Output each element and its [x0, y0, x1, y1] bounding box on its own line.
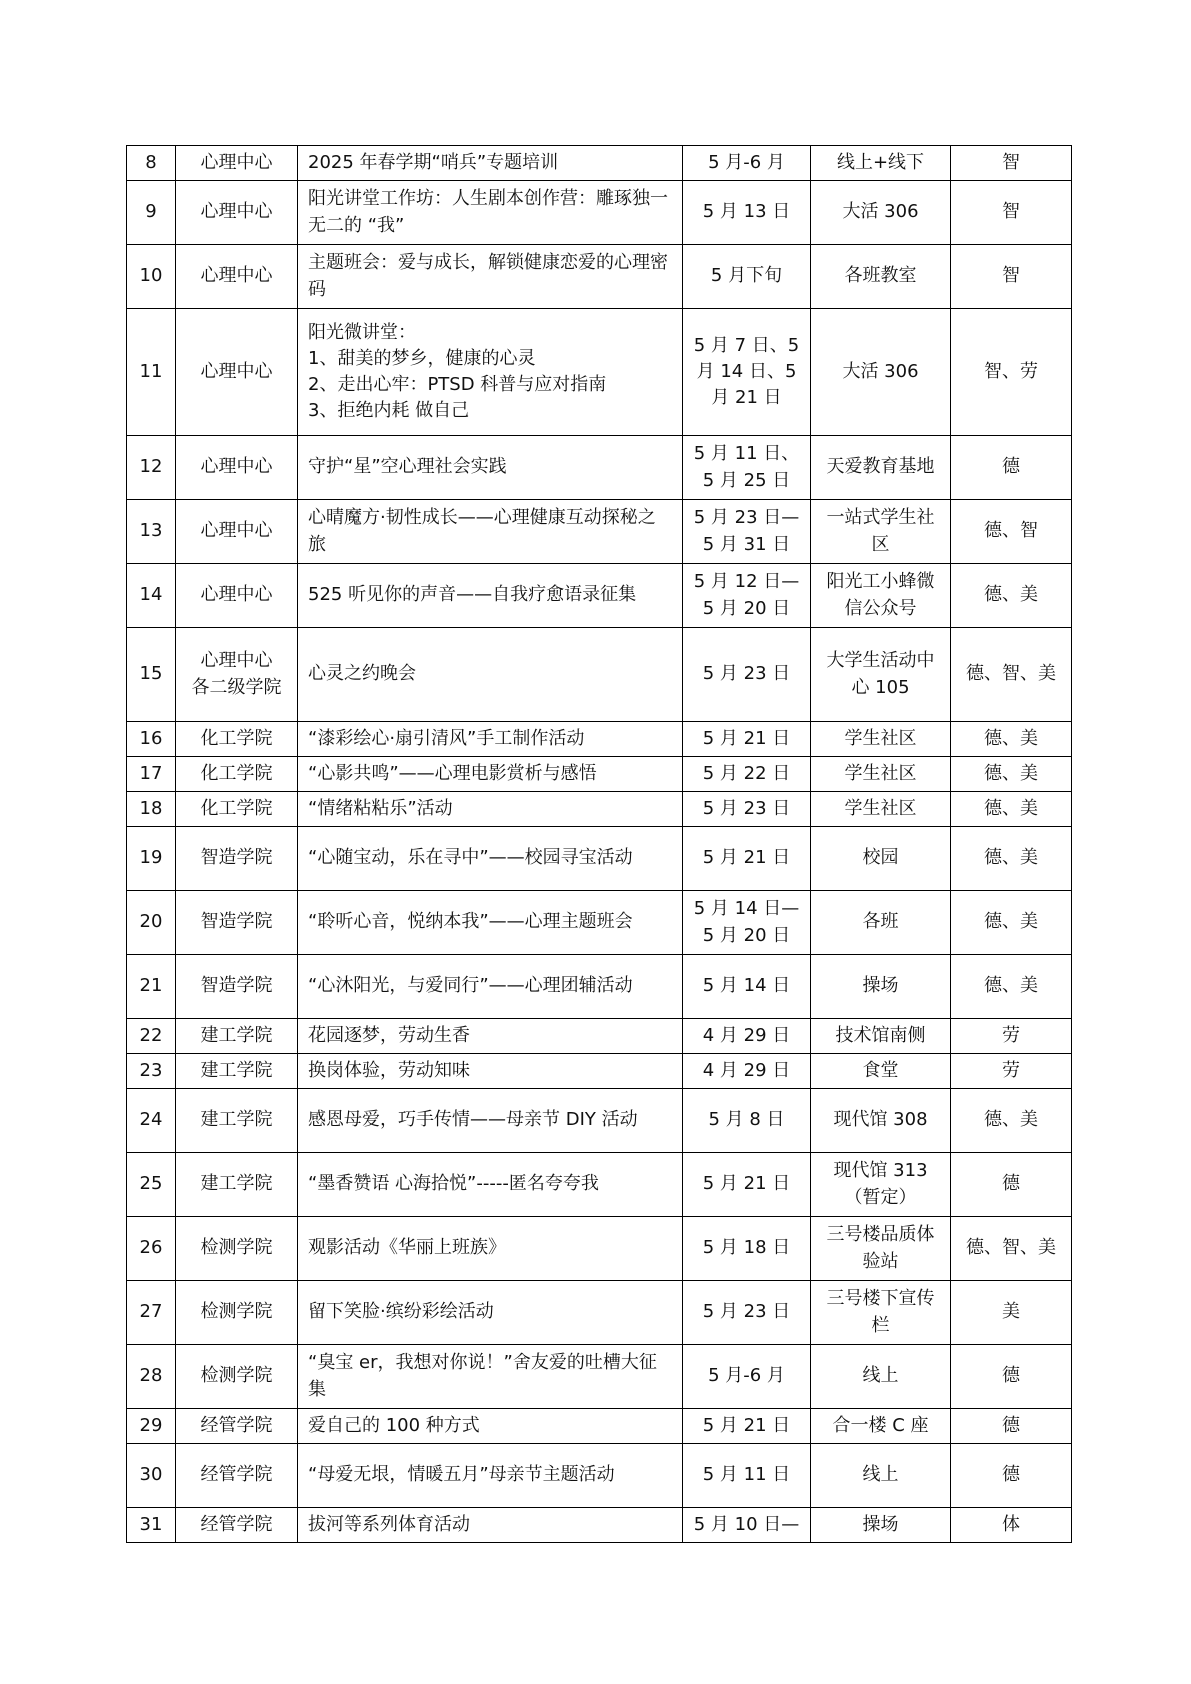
activity-title-cell: 阳光微讲堂： 1、甜美的梦乡，健康的心灵 2、走出心牢：PTSD 科普与应对指南 3、拒绝内耗 做自己: [298, 309, 683, 436]
activity-title-cell: “聆听心音，悦纳本我”——心理主题班会: [298, 891, 683, 955]
activity-title-cell: “情绪粘粘乐”活动: [298, 792, 683, 827]
organizer-cell: 建工学院: [176, 1019, 298, 1054]
organizer-cell: 建工学院: [176, 1089, 298, 1153]
category-cell: 德: [951, 1444, 1072, 1508]
activity-title-cell: “心影共鸣”——心理电影赏析与感悟: [298, 757, 683, 792]
table-row: [127, 245, 1072, 309]
category-cell: 德: [951, 1409, 1072, 1444]
row-number: 14: [127, 564, 176, 628]
activity-title-cell: “心沐阳光，与爱同行”——心理团辅活动: [298, 955, 683, 1019]
location-cell: 操场: [811, 955, 951, 1019]
organizer-cell: 检测学院: [176, 1217, 298, 1281]
date-cell: 5 月 21 日: [683, 827, 811, 891]
activity-title-cell: “母爱无垠，情暖五月”母亲节主题活动: [298, 1444, 683, 1508]
date-cell: 5 月 12 日— 5 月 20 日: [683, 564, 811, 628]
row-number: 9: [127, 181, 176, 245]
category-cell: 德、美: [951, 792, 1072, 827]
row-number: 30: [127, 1444, 176, 1508]
location-cell: 三号楼下宣传栏: [811, 1281, 951, 1345]
table-row: [127, 181, 1072, 245]
row-number: 17: [127, 757, 176, 792]
location-cell: 各班教室: [811, 245, 951, 309]
date-cell: 5 月 8 日: [683, 1089, 811, 1153]
row-number: 12: [127, 436, 176, 500]
organizer-cell: 心理中心: [176, 146, 298, 181]
date-cell: 5 月 21 日: [683, 722, 811, 757]
organizer-cell: 建工学院: [176, 1054, 298, 1089]
organizer-cell: 心理中心: [176, 500, 298, 564]
activity-title-cell: 留下笑脸·缤纷彩绘活动: [298, 1281, 683, 1345]
date-cell: 5 月-6 月: [683, 146, 811, 181]
table-row: [127, 1409, 1072, 1444]
category-cell: 劳: [951, 1019, 1072, 1054]
location-cell: 现代馆 313 （暂定）: [811, 1153, 951, 1217]
row-number: 20: [127, 891, 176, 955]
row-number: 25: [127, 1153, 176, 1217]
date-cell: 5 月 23 日: [683, 628, 811, 722]
activity-title-cell: 心灵之约晚会: [298, 628, 683, 722]
activity-title-cell: “漆彩绘心·扇引清风”手工制作活动: [298, 722, 683, 757]
location-cell: 食堂: [811, 1054, 951, 1089]
activity-title-cell: 主题班会：爱与成长，解锁健康恋爱的心理密码: [298, 245, 683, 309]
organizer-cell: 检测学院: [176, 1345, 298, 1409]
activity-title-cell: 阳光讲堂工作坊：人生剧本创作营：雕琢独一无二的 “我”: [298, 181, 683, 245]
category-cell: 智: [951, 146, 1072, 181]
category-cell: 智、劳: [951, 309, 1072, 436]
category-cell: 德、美: [951, 891, 1072, 955]
organizer-cell: 化工学院: [176, 757, 298, 792]
location-cell: 天爱教育基地: [811, 436, 951, 500]
table-row: [127, 500, 1072, 564]
location-cell: 一站式学生社区: [811, 500, 951, 564]
location-cell: 各班: [811, 891, 951, 955]
row-number: 8: [127, 146, 176, 181]
table-row: [127, 757, 1072, 792]
organizer-cell: 经管学院: [176, 1508, 298, 1543]
category-cell: 德: [951, 1153, 1072, 1217]
activity-title-cell: 守护“星”空心理社会实践: [298, 436, 683, 500]
location-cell: 学生社区: [811, 757, 951, 792]
organizer-cell: 智造学院: [176, 827, 298, 891]
row-number: 10: [127, 245, 176, 309]
category-cell: 德、美: [951, 564, 1072, 628]
row-number: 13: [127, 500, 176, 564]
organizer-cell: 心理中心: [176, 436, 298, 500]
row-number: 21: [127, 955, 176, 1019]
location-cell: 阳光工小蜂微信公众号: [811, 564, 951, 628]
table-row: [127, 827, 1072, 891]
date-cell: 5 月 23 日— 5 月 31 日: [683, 500, 811, 564]
date-cell: 4 月 29 日: [683, 1054, 811, 1089]
table-row: [127, 1054, 1072, 1089]
date-cell: 5 月 14 日— 5 月 20 日: [683, 891, 811, 955]
category-cell: 体: [951, 1508, 1072, 1543]
location-cell: 合一楼 C 座: [811, 1409, 951, 1444]
organizer-cell: 智造学院: [176, 955, 298, 1019]
category-cell: 德、美: [951, 757, 1072, 792]
table-row: [127, 309, 1072, 436]
category-cell: 德、美: [951, 1089, 1072, 1153]
activity-title-cell: 观影活动《华丽上班族》: [298, 1217, 683, 1281]
activity-title-cell: 2025 年春学期“哨兵”专题培训: [298, 146, 683, 181]
row-number: 28: [127, 1345, 176, 1409]
row-number: 11: [127, 309, 176, 436]
location-cell: 技术馆南侧: [811, 1019, 951, 1054]
organizer-cell: 检测学院: [176, 1281, 298, 1345]
organizer-cell: 心理中心: [176, 245, 298, 309]
row-number: 19: [127, 827, 176, 891]
category-cell: 美: [951, 1281, 1072, 1345]
date-cell: 5 月 14 日: [683, 955, 811, 1019]
date-cell: 5 月 18 日: [683, 1217, 811, 1281]
table-row: [127, 1345, 1072, 1409]
location-cell: 三号楼品质体验站: [811, 1217, 951, 1281]
organizer-cell: 心理中心: [176, 181, 298, 245]
organizer-cell: 心理中心: [176, 309, 298, 436]
location-cell: 大活 306: [811, 309, 951, 436]
row-number: 22: [127, 1019, 176, 1054]
category-cell: 德、智、美: [951, 628, 1072, 722]
date-cell: 5 月下旬: [683, 245, 811, 309]
location-cell: 线上+线下: [811, 146, 951, 181]
location-cell: 学生社区: [811, 792, 951, 827]
activity-schedule-table: [126, 145, 1072, 1543]
category-cell: 劳: [951, 1054, 1072, 1089]
organizer-cell: 化工学院: [176, 792, 298, 827]
row-number: 24: [127, 1089, 176, 1153]
table-row: [127, 1153, 1072, 1217]
location-cell: 现代馆 308: [811, 1089, 951, 1153]
location-cell: 学生社区: [811, 722, 951, 757]
table-row: [127, 628, 1072, 722]
category-cell: 德、美: [951, 827, 1072, 891]
location-cell: 线上: [811, 1444, 951, 1508]
organizer-cell: 智造学院: [176, 891, 298, 955]
category-cell: 德、美: [951, 955, 1072, 1019]
organizer-cell: 心理中心 各二级学院: [176, 628, 298, 722]
category-cell: 德、智、美: [951, 1217, 1072, 1281]
row-number: 31: [127, 1508, 176, 1543]
category-cell: 德、美: [951, 722, 1072, 757]
row-number: 15: [127, 628, 176, 722]
table-row: [127, 891, 1072, 955]
date-cell: 5 月 11 日、5 月 25 日: [683, 436, 811, 500]
date-cell: 5 月 22 日: [683, 757, 811, 792]
table-body: [127, 146, 1072, 1543]
date-cell: 5 月 10 日—: [683, 1508, 811, 1543]
table-row: [127, 1508, 1072, 1543]
date-cell: 5 月 23 日: [683, 792, 811, 827]
activity-title-cell: “心随宝动，乐在寻中”——校园寻宝活动: [298, 827, 683, 891]
activity-title-cell: “臭宝 er，我想对你说！”舍友爱的吐槽大征集: [298, 1345, 683, 1409]
row-number: 23: [127, 1054, 176, 1089]
location-cell: 操场: [811, 1508, 951, 1543]
organizer-cell: 经管学院: [176, 1444, 298, 1508]
location-cell: 大学生活动中心 105: [811, 628, 951, 722]
location-cell: 校园: [811, 827, 951, 891]
location-cell: 大活 306: [811, 181, 951, 245]
activity-title-cell: 心晴魔方·韧性成长——心理健康互动探秘之旅: [298, 500, 683, 564]
date-cell: 5 月 21 日: [683, 1409, 811, 1444]
table-row: [127, 1089, 1072, 1153]
activity-title-cell: “墨香赞语 心海拾悦”-----匿名夸夸我: [298, 1153, 683, 1217]
activity-title-cell: 爱自己的 100 种方式: [298, 1409, 683, 1444]
activity-title-cell: 花园逐梦，劳动生香: [298, 1019, 683, 1054]
date-cell: 5 月 23 日: [683, 1281, 811, 1345]
location-cell: 线上: [811, 1345, 951, 1409]
table-row: [127, 436, 1072, 500]
category-cell: 德: [951, 436, 1072, 500]
table-row: [127, 722, 1072, 757]
organizer-cell: 经管学院: [176, 1409, 298, 1444]
row-number: 29: [127, 1409, 176, 1444]
row-number: 16: [127, 722, 176, 757]
date-cell: 5 月 7 日、5 月 14 日、5 月 21 日: [683, 309, 811, 436]
row-number: 26: [127, 1217, 176, 1281]
table-row: [127, 564, 1072, 628]
activity-title-cell: 换岗体验，劳动知味: [298, 1054, 683, 1089]
table-row: [127, 1217, 1072, 1281]
table-row: [127, 955, 1072, 1019]
category-cell: 智: [951, 181, 1072, 245]
category-cell: 德: [951, 1345, 1072, 1409]
organizer-cell: 化工学院: [176, 722, 298, 757]
date-cell: 4 月 29 日: [683, 1019, 811, 1054]
table-row: [127, 792, 1072, 827]
table-row: [127, 1444, 1072, 1508]
date-cell: 5 月-6 月: [683, 1345, 811, 1409]
category-cell: 智: [951, 245, 1072, 309]
date-cell: 5 月 21 日: [683, 1153, 811, 1217]
activity-title-cell: 感恩母爱，巧手传情——母亲节 DIY 活动: [298, 1089, 683, 1153]
table-row: [127, 146, 1072, 181]
organizer-cell: 建工学院: [176, 1153, 298, 1217]
row-number: 27: [127, 1281, 176, 1345]
category-cell: 德、智: [951, 500, 1072, 564]
activity-title-cell: 拔河等系列体育活动: [298, 1508, 683, 1543]
table-row: [127, 1019, 1072, 1054]
date-cell: 5 月 13 日: [683, 181, 811, 245]
activity-title-cell: 525 听见你的声音——自我疗愈语录征集: [298, 564, 683, 628]
table-row: [127, 1281, 1072, 1345]
organizer-cell: 心理中心: [176, 564, 298, 628]
date-cell: 5 月 11 日: [683, 1444, 811, 1508]
row-number: 18: [127, 792, 176, 827]
